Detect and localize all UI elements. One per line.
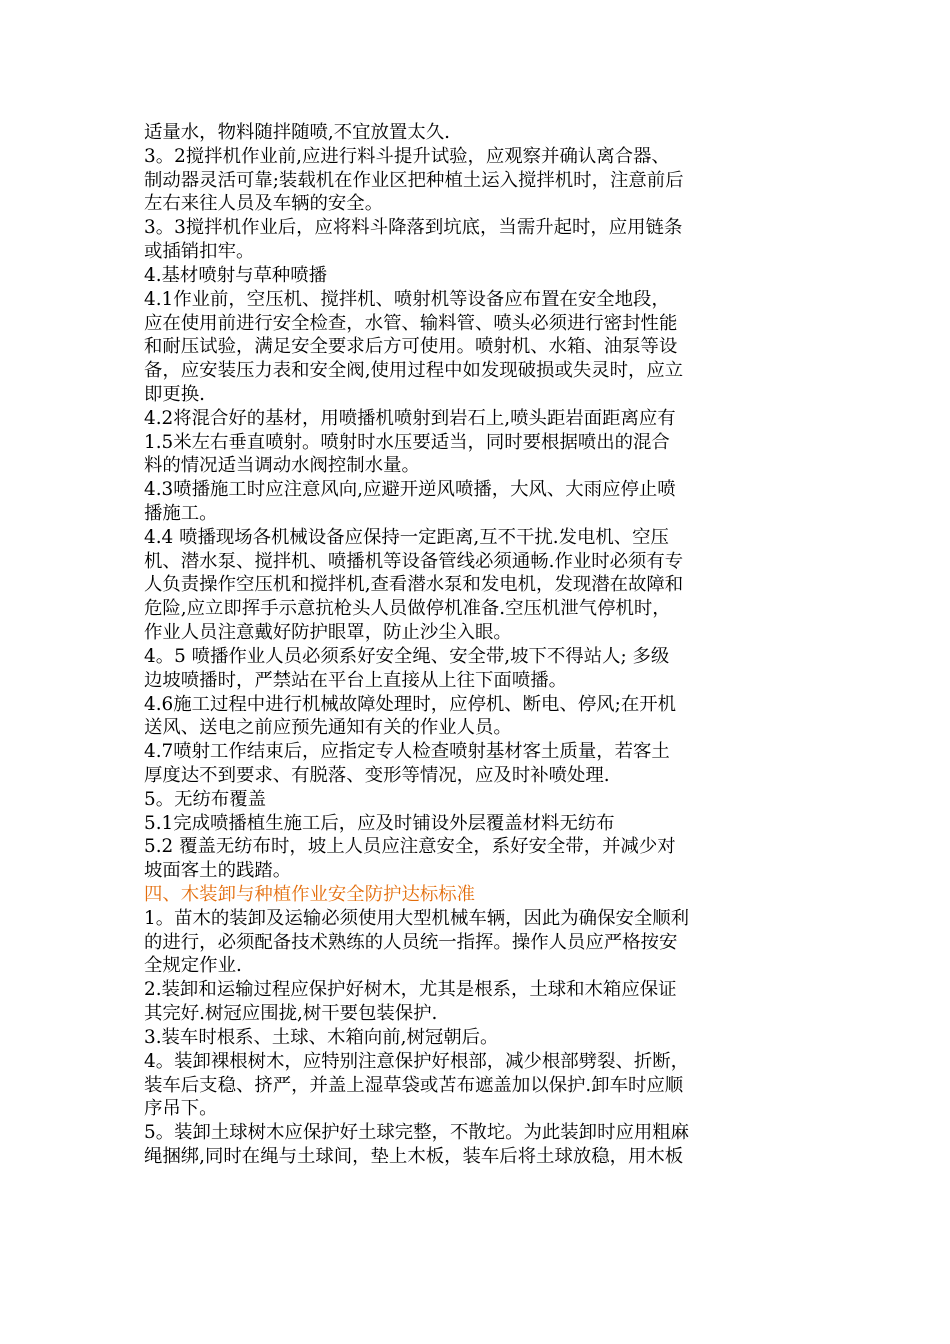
text-line: 4。5 喷播作业人员必须系好安全绳、安全带,坡下不得站人; 多级 (144, 645, 670, 667)
text-line: 全规定作业. (144, 955, 242, 977)
text-line: 边坡喷播时，严禁站在平台上直接从上往下面喷播。 (144, 669, 567, 691)
text-line: 危险,应立即挥手示意抗枪头人员做停机准备.空压机泄气停机时， (144, 598, 671, 620)
text-line: 3。3搅拌机作业后，应将料斗降落到坑底，当需升起时，应用链条 (144, 217, 683, 239)
text-line: 1。苗木的装卸及运输必须使用大型机械车辆，因此为确保安全顺利 (144, 907, 690, 929)
text-line: 3.装车时根系、土球、木箱向前,树冠朝后。 (144, 1026, 499, 1048)
text-line: 5.1完成喷播植生施工后，应及时铺设外层覆盖材料无纺布 (144, 812, 615, 834)
text-line: 或插销扣牢。 (144, 241, 255, 263)
text-line: 送风、送电之前应预先通知有关的作业人员。 (144, 717, 512, 739)
text-line: 1.5米左右垂直喷射。喷射时水压要适当，同时要根据喷出的混合 (144, 431, 670, 453)
section-heading: 四、木装卸与种植作业安全防护达标标准 (144, 884, 476, 905)
text-line: 适量水，物料随拌随喷,不宜放置太久. (144, 122, 450, 143)
text-line: 料的情况适当调动水阀控制水量。 (144, 455, 420, 477)
text-line: 备，应安装压力表和安全阀,使用过程中如发现破损或失灵时，应立 (144, 360, 684, 382)
text-line: 5.2 覆盖无纺布时，坡上人员应注意安全，系好安全带，并减少对 (144, 836, 676, 858)
text-line: 厚度达不到要求、有脱落、变形等情况，应及时补喷处理. (144, 764, 610, 786)
text-line: 其完好.树冠应围拢,树干要包装保护. (144, 1003, 438, 1025)
text-line: 4.基材喷射与草种喷播 (144, 264, 328, 286)
text-line: 4.3喷播施工时应注意风向,应避开逆风喷播，大风、大雨应停止喷 (144, 479, 676, 501)
text-line: 5。无纺布覆盖 (144, 788, 267, 810)
text-line: 4.7喷射工作结束后，应指定专人检查喷射基材客土质量，若客土 (144, 741, 670, 763)
text-line: 4.4 喷播现场各机械设备应保持一定距离,互不干扰.发电机、空压 (144, 526, 669, 548)
text-line: 序吊下。 (144, 1098, 218, 1120)
text-line: 和耐压试验，满足安全要求后方可使用。喷射机、水箱、油泵等设 (144, 336, 678, 358)
text-line: 装车后支稳、挤严，并盖上湿草袋或苫布遮盖加以保护.卸车时应顺 (144, 1074, 684, 1096)
text-line: 3。2搅拌机作业前,应进行料斗提升试验，应观察并确认离合器、 (144, 145, 670, 167)
text-line: 作业人员注意戴好防护眼罩，防止沙尘入眼。 (144, 622, 512, 644)
text-line: 机、潜水泵、搅拌机、喷播机等设备管线必须通畅.作业时必须有专 (144, 550, 684, 572)
text-line: 5。装卸土球树木应保护好土球完整，不散坨。为此装卸时应用粗麻 (144, 1122, 690, 1144)
text-line: 4。装卸裸根树木，应特别注意保护好根部，减少根部劈裂、折断， (144, 1050, 690, 1072)
text-line: 即更换. (144, 383, 206, 405)
text-line: 4.6施工过程中进行机械故障处理时，应停机、断电、停风;在开机 (144, 693, 676, 715)
text-line: 播施工。 (144, 503, 218, 524)
text-line: 应在使用前进行安全检查，水管、输料管、喷头必须进行密封性能 (144, 312, 678, 334)
text-line: 4.2将混合好的基材，用喷播机喷射到岩石上,喷头距岩面距离应有 (144, 407, 676, 429)
text-line: 2.装卸和运输过程应保护好树木，尤其是根系，土球和木箱应保证 (144, 979, 677, 1001)
text-line: 的进行，必须配备技术熟练的人员统一指挥。操作人员应严格按安 (144, 931, 678, 953)
text-line: 人负责操作空压机和搅拌机,查看潜水泵和发电机，发现潜在故障和 (144, 574, 684, 596)
document-body (144, 121, 809, 1169)
text-line: 绳捆绑,同时在绳与土球间，垫上木板，装车后将土球放稳，用木板 (144, 1145, 684, 1167)
text-line: 坡面客土的践踏。 (144, 860, 292, 882)
text-line: 4.1作业前，空压机、搅拌机、喷射机等设备应布置在安全地段， (144, 288, 670, 310)
text-line: 制动器灵活可靠;装载机在作业区把种植土运入搅拌机时，注意前后 (144, 169, 684, 191)
text-line: 左右来往人员及车辆的安全。 (144, 193, 384, 215)
